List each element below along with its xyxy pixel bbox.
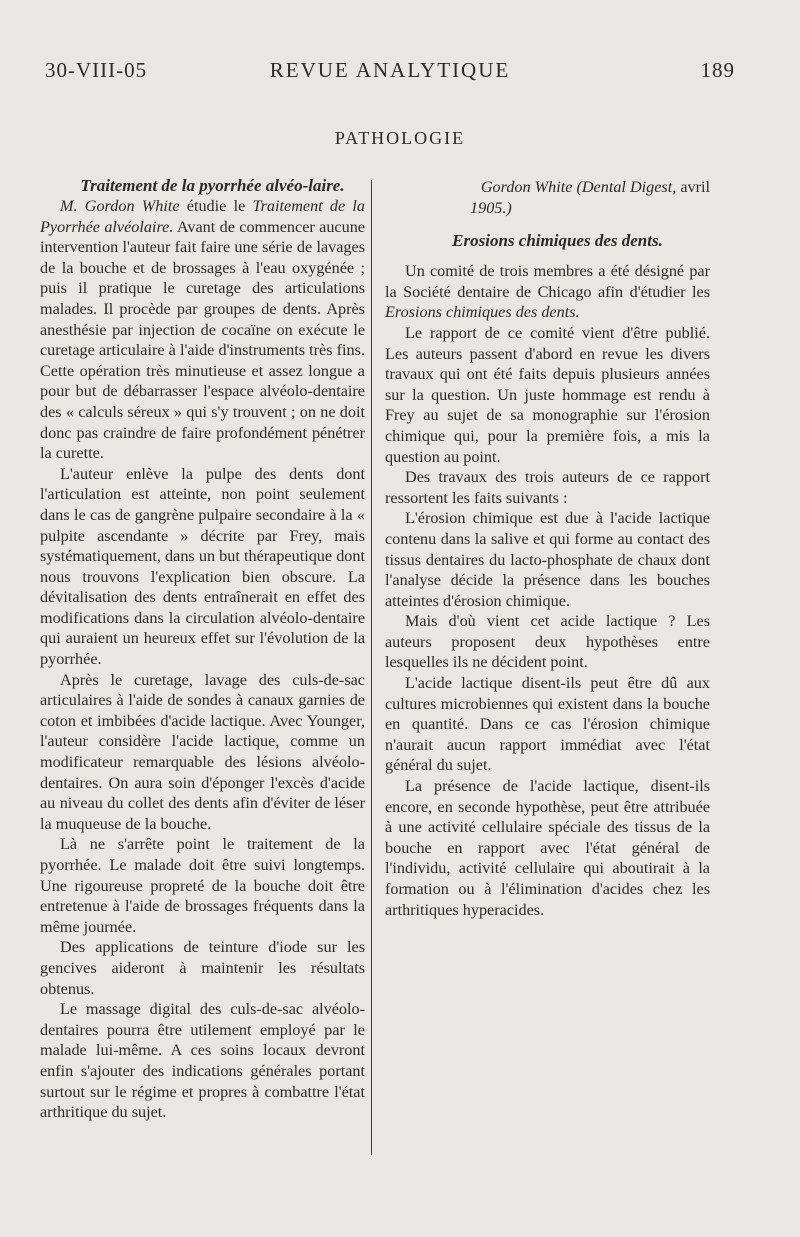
article-paragraph: Le rapport de ce comité vient d'être publié. Les auteurs passent d'abord en revue les divers travaux qui ont été faits depuis plusieurs années sur la question. Un juste hommage est rendu à Frey au sujet de sa monographie sur l'érosion chimique qui, pour la première fois, a mis la question au point.: [385, 323, 710, 466]
section-title: PATHOLOGIE: [334, 128, 466, 148]
running-head: [45, 58, 735, 88]
left-column: [40, 175, 365, 1123]
article-title: Traitement de la pyorrhée alvéo-laire.: [80, 176, 345, 195]
article-paragraph: La présence de l'acide lactique, disent-ils encore, en seconde hypothèse, peut être attribuée à une activité cellulaire spéciale des tissus de la bouche en rapport avec l'état général de l'individu, activité cellulaire qui aboutirait à la formation ou à l'élimination d'acides chez les arthritiques hyperacides.: [385, 777, 710, 919]
work-title: Traitement de la Pyorrhée alvéolaire.: [40, 197, 366, 236]
right-column: [385, 177, 710, 920]
article-paragraph: L'érosion chimique est due à l'acide lactique contenu dans la salive et qui forme au contact des tissus dentaires du lacto-phosphate de chaux dont l'analyse décide la présence dans les bouches atteintes d'érosion chimique.: [385, 509, 710, 610]
page-number: 189: [700, 58, 735, 82]
article-paragraph: [40, 196, 365, 464]
column-divider: [371, 180, 372, 1155]
article-paragraph: L'acide lactique disent-ils peut être dû aux cultures microbiennes qui existent dans la bouche en quantité. Dans ce cas l'érosion chimique n'aurait aucun rapport immédiat avec l'état général du sujet.: [385, 674, 710, 775]
author-name: M. Gordon White: [60, 197, 180, 215]
article-paragraph: [385, 261, 710, 323]
citation-author: Gordon White: [480, 178, 573, 196]
citation-year: 1905.): [470, 198, 512, 217]
citation-journal: (Dental Digest,: [576, 178, 677, 196]
citation-month: avril: [680, 178, 710, 196]
article-paragraph-continued: Le massage digital des culs-de-sac alvéolo-dentaires pourra être utilement employé par le malade lui-même. A ces soins locaux devront enfin s'ajouter des indications générales portant surtout sur le régime et propres à combattre l'état arthritique du sujet.: [40, 1000, 365, 1122]
italic-term: Erosions chimiques des dents.: [385, 303, 580, 322]
citation: [385, 177, 710, 198]
intro-verb: étudie le: [186, 197, 246, 215]
article-paragraph: Des applications de teinture d'iode sur les gencives aideront à maintenir les résultats obtenus.: [40, 938, 365, 998]
article-paragraph: Mais d'où vient cet acide lactique ? Les auteurs proposent deux hypothèses entre lesquelles ils ne décident point.: [385, 612, 710, 672]
paragraph-text: Un comité de trois membres a été désigné par la Société dentaire de Chicago afin d'étudier les: [385, 262, 710, 301]
article-paragraph: Après le curetage, lavage des culs-de-sac articulaires à l'aide de sondes à canaux garnies de coton et imbibées d'acide lactique. Avec Younger, l'auteur considère l'acide lactique, comme un modificateur remarquable des lésions alvéolo-dentaires. On aura soin d'éponger l'excès d'acide au niveau du collet des dents afin d'éviter de léser la muqueuse de la bouche.: [40, 670, 365, 833]
article-title: Erosions chimiques des dents.: [452, 231, 663, 251]
journal-title: REVUE ANALYTIQUE: [269, 58, 511, 82]
article-paragraph: Là ne s'arrête point le traitement de la pyorrhée. Le malade doit être suivi longtemps. Une rigoureuse propreté de la bouche doit être entretenue à l'aide de brossages fréquents dans la même journée.: [40, 835, 365, 936]
issue-date: 30-VIII-05: [45, 58, 148, 82]
article-paragraph: Des travaux des trois auteurs de ce rapport ressortent les faits suivants :: [385, 468, 710, 507]
article-paragraph: L'auteur enlève la pulpe des dents dont l'articulation est atteinte, non point seulement dans le cas de gangrène pulpaire secondaire à la « pulpite ascendante » décrite par Frey, mais systématiquement, dans un but thérapeutique dont nous trouvons l'explication bien obscure. La dévitalisation des dents entraînerait en effet des modifications dans la circulation alvéolo-dentaire qui auraient un heureux effet sur l'évolution de la pyorrhée.: [40, 464, 365, 669]
paragraph-text: Avant de commencer aucune intervention l'auteur fait faire une série de lavages de la bouche et de brossages à l'eau oxygénée ; puis il pratique le curetage des articulations malades. Il procède par groupes de dents. Après anesthésie par injection de cocaïne on exécute le curetage articulaire à l'aide d'instruments très fins. Cette opération très minutieuse et assez longue a pour but de débarrasser l'espace alvéolo-dentaire des « calculs séreux » qui s'y trouvent ; on ne doit donc pas craindre de faire profondément pénétrer la curette.: [40, 217, 365, 463]
